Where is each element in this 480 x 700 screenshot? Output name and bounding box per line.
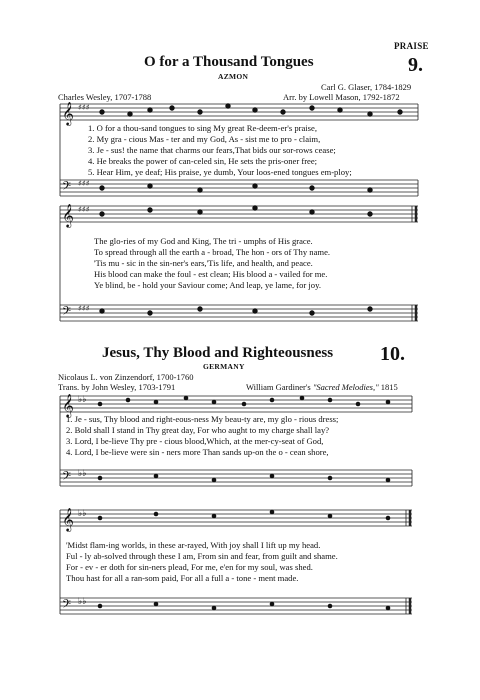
lyric-line: 2. Bold shall I stand in Thy great day, For who aught to my charge shall lay? <box>66 425 330 435</box>
svg-text:𝄞: 𝄞 <box>62 507 74 531</box>
svg-text:♭♭: ♭♭ <box>78 469 87 479</box>
hymn-number-9: 9. <box>408 54 423 76</box>
verse-lines-10-system-2 <box>66 540 338 584</box>
tune-name-10: GERMANY <box>203 362 245 371</box>
author-credit-9: Charles Wesley, 1707-1788 <box>58 92 152 102</box>
composer-credit-9: Carl G. Glaser, 1784-1829 <box>321 82 412 92</box>
lyric-line: For - ev - er doth for sin-ners plead, For me, e'en for my soul, was shed. <box>66 562 313 572</box>
lyric-line: The glo-ries of my God and King, The tri - umphs of His grace. <box>94 236 313 246</box>
svg-text:♭♭: ♭♭ <box>78 597 87 607</box>
hymn-title-10: Jesus, Thy Blood and Righteousness <box>102 345 334 361</box>
svg-text:𝄞: 𝄞 <box>62 393 74 417</box>
svg-text:𝄞: 𝄞 <box>62 203 74 227</box>
lyric-line: To spread through all the earth a - broad, The hon - ors of Thy name. <box>94 247 331 257</box>
lyric-line: 3. Lord, I be-lieve Thy pre - cious blood,Which, at the mer-cy-seat of God, <box>66 436 324 446</box>
lyric-line: 3. Je - sus! the name that charms our fears,That bids our sor-rows cease; <box>88 145 336 155</box>
lyric-line: 1. O for a thou-sand tongues to sing My great Re-deem-er's praise, <box>88 123 317 133</box>
svg-text:♭♭: ♭♭ <box>78 395 87 405</box>
svg-text:𝄢: 𝄢 <box>62 305 72 321</box>
translator-credit-10: Trans. by John Wesley, 1703-1791 <box>58 382 176 392</box>
lyric-line: Ye blind, be - hold your Saviour come; And leap, ye lame, for joy. <box>94 280 321 290</box>
lyric-line: His blood can make the foul - est clean; His blood a - vailed for me. <box>94 269 328 279</box>
lyric-line: 1. Je - sus, Thy blood and right-eous-ness My beau-ty are, my glo - rious dress; <box>66 414 339 424</box>
source-year: 1815 <box>380 382 398 392</box>
lyric-line: 'Midst flam-ing worlds, in these ar-rayed, With joy shall I lift up my head. <box>66 540 321 550</box>
lyric-line: 'Tis mu - sic in the sin-ner's ears,'Tis life, and health, and peace. <box>94 258 313 268</box>
svg-text:𝄞: 𝄞 <box>62 101 74 125</box>
lyric-line: 4. He breaks the power of can-celed sin, He sets the pris-oner free; <box>88 156 318 166</box>
svg-text:♯♯♯: ♯♯♯ <box>78 205 90 214</box>
svg-text:𝄢: 𝄢 <box>62 180 72 196</box>
tune-name-9: AZMON <box>218 72 249 81</box>
hymn-title-9: O for a Thousand Tongues <box>144 54 314 70</box>
lyric-line: 5. Hear Him, ye deaf; His praise, ye dumb, Your loos-ened tongues em-ploy; <box>88 167 352 177</box>
source-prefix: William Gardiner's <box>246 382 311 392</box>
verse-lines-10-system-1 <box>66 414 338 458</box>
arranger-credit-9: Arr. by Lowell Mason, 1792-1872 <box>283 92 400 102</box>
svg-text:♭♭: ♭♭ <box>78 509 87 519</box>
lyric-line: 4. Lord, I be-lieve were sin - ners more Than sands up-on the o - cean shore, <box>66 447 329 457</box>
source-title: "Sacred Melodies," <box>312 382 379 392</box>
hymn-number-10: 10. <box>380 343 405 365</box>
svg-text:♯♯♯: ♯♯♯ <box>78 179 90 188</box>
svg-text:𝄢: 𝄢 <box>62 598 72 614</box>
author-credit-10: Nicolaus L. von Zinzendorf, 1700-1760 <box>58 372 194 382</box>
section-label: PRAISE <box>394 41 429 51</box>
lyric-line: 2. My gra - cious Mas - ter and my God, As - sist me to pro - claim, <box>88 134 321 144</box>
lyric-line: Thou hast for all a ran-som paid, For all a full a - tone - ment made. <box>66 573 299 583</box>
svg-text:♯♯♯: ♯♯♯ <box>78 304 90 313</box>
lyric-line: Ful - ly ab-solved through these I am, From sin and fear, from guilt and shame. <box>66 551 338 561</box>
svg-text:♯♯♯: ♯♯♯ <box>78 103 90 112</box>
svg-text:𝄢: 𝄢 <box>62 470 72 486</box>
